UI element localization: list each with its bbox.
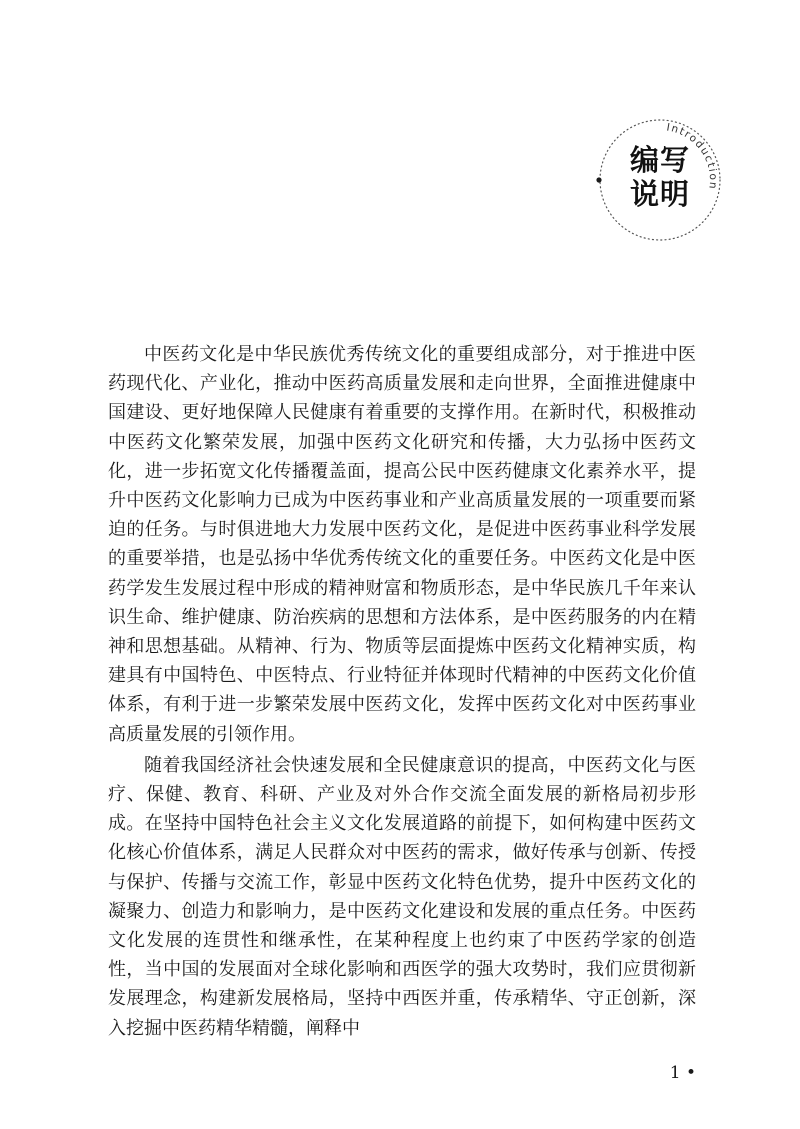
section-title-line1: 编写 — [629, 143, 690, 177]
body-text — [108, 340, 696, 1045]
page-number: 1 • — [669, 1063, 696, 1083]
paragraph: 随着我国经济社会快速发展和全民健康意识的提高，中医药文化与医疗、保健、教育、科研、产业及对外合作交流全面发展的新格局初步形成。在坚持中国特色社会主义文化发展道路的前提下，如何构建中医药文化核心价值体系，满足人民群众对中医药的需求，做好传承与创新、传授与保护、传播与交流工作，彰显中医药文化特色优势，提升中医药文化的凝聚力、创造力和影响力，是中医药文化建设和发展的重点任务。中医药文化发展的连贯性和继承性，在某种程度上也约束了中医药学家的创造性，当中国的发展面对全球化影响和西医学的强大攻势时，我们应贯彻新发展理念，构建新发展格局，坚持中西医并重，传承精华、守正创新，深入挖掘中医药精华精髓，阐释中 — [108, 754, 696, 1039]
section-emblem — [590, 110, 730, 250]
paragraph: 中医药文化是中华民族优秀传统文化的重要组成部分，对于推进中医药现代化、产业化，推动中医药高质量发展和走向世界，全面推进健康中国建设、更好地保障人民健康有着重要的支撑作用。在新时代，积极推动中医药文化繁荣发展，加强中医药文化研究和传播，大力弘扬中医药文化，进一步拓宽文化传播覆盖面，提高公民中医药健康文化素养水平，提升中医药文化影响力已成为中医药事业和产业高质量发展的一项重要而紧迫的任务。与时俱进地大力发展中医药文化，是促进中医药事业科学发展的重要举措，也是弘扬中华优秀传统文化的重要任务。中医药文化是中医药学发生发展过程中形成的精神财富和物质形态，是中华民族几千年来认识生命、维护健康、防治疾病的思想和方法体系，是中医药服务的内在精神和思想基础。从精神、行为、物质等层面提炼中医药文化精神实质，构建具有中国特色、中医特点、行业特征并体现时代精神的中医药文化价值体系，有利于进一步繁荣发展中医药文化，发挥中医药文化对中医药事业高质量发展的引领作用。 — [108, 344, 696, 745]
ring-text: Introduction — [665, 121, 720, 191]
ring-dot — [596, 177, 601, 182]
section-title-line2: 说明 — [629, 177, 690, 211]
